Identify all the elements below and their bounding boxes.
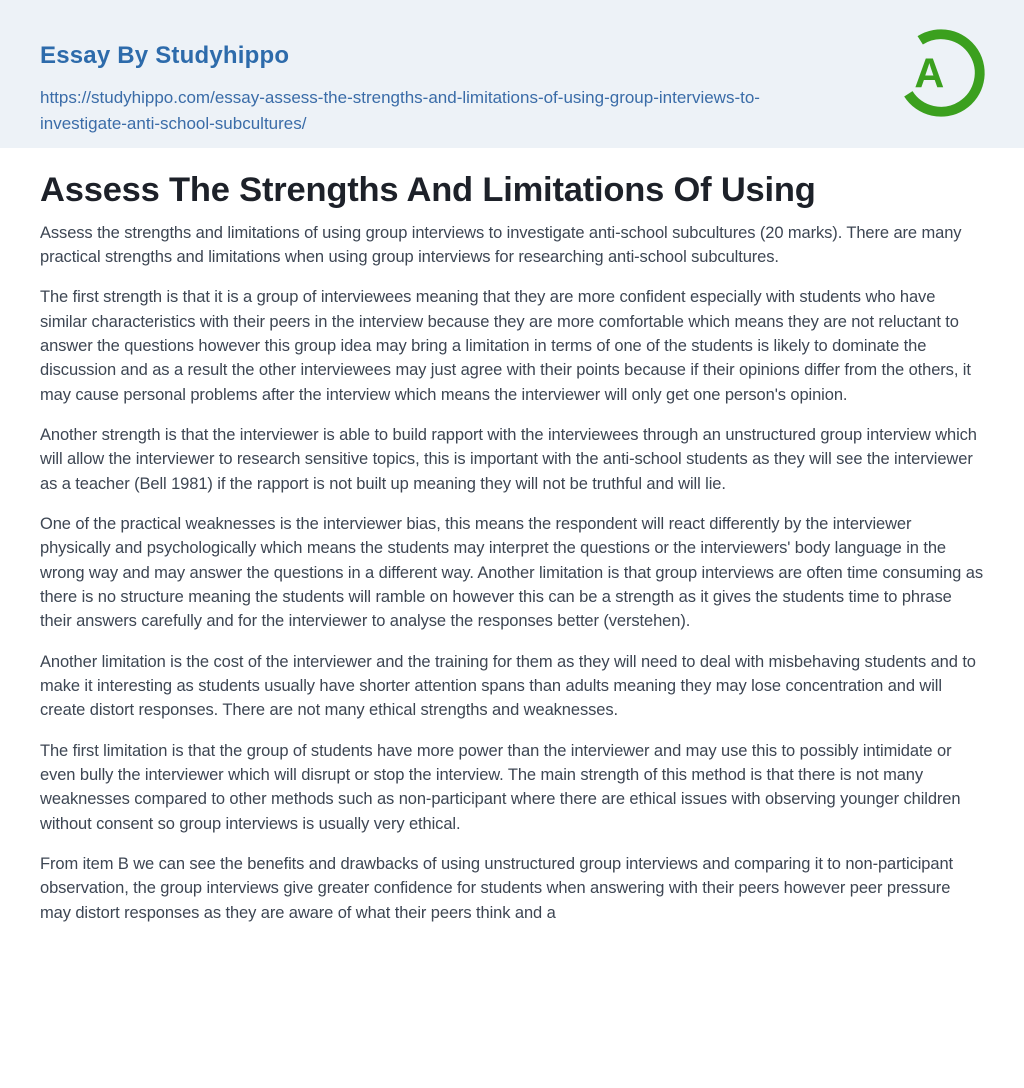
essay-paragraph: The first limitation is that the group of students have more power than the interviewer and may use this to possibly intimidate or even bully the interviewer which will disrupt or stop the interview. The main strength of this method is that there is not many weaknesses compared to other methods such as non-participant where there are ethical issues with observing younger children without consent so group interviews is usually very ethical. bbox=[40, 741, 961, 833]
essay-body bbox=[40, 221, 984, 925]
essay-paragraph: The first strength is that it is a group of interviewees meaning that they are more confident especially with students who have similar characteristics with their peers in the interview because they are more comfortable which means they are not reluctant to answer the questions however this group idea may bring a limitation in terms of one of the students is likely to dominate the discussion and as a result the other interviewees may just agree with their points because if their opinions differ from the others, it may cause personal problems after the interview which means the interviewer will only get one person's opinion. bbox=[40, 288, 971, 404]
essay-url-link[interactable]: https://studyhippo.com/essay-assess-the-strengths-and-limitations-of-using-group-interviews-to-investigate-anti-school-subcultures/ bbox=[40, 88, 760, 134]
essay-byline: Essay By Studyhippo bbox=[40, 42, 290, 69]
logo-letter: A bbox=[914, 50, 945, 97]
essay-paragraph: One of the practical weaknesses is the interviewer bias, this means the respondent will react differently by the interviewer physically and psychologically which means the students may interpret the questions or the interviewers' body language in the wrong way and may answer the questions in a different way. Another limitation is that group interviews are often time consuming as there is no structure meaning the students will ramble on however this can be a strength as it gives the students time to phrase their answers carefully and for the interviewer to analyse the responses better (verstehen). bbox=[40, 514, 983, 631]
studyhippo-logo bbox=[896, 28, 986, 118]
page-title: Assess The Strengths And Limitations Of Using bbox=[40, 171, 816, 209]
essay-paragraph: From item B we can see the benefits and drawbacks of using unstructured group interviews and comparing it to non-participant observation, the group interviews give greater confidence for students when answering with their peers however peer pressure may distort responses as they are aware of what their peers think and a bbox=[40, 854, 954, 922]
essay-paragraph: Another strength is that the interviewer is able to build rapport with the interviewees through an unstructured group interview which will allow the interviewer to research sensitive topics, this is important with the anti-school students as they will see the interviewer as a teacher (Bell 1981) if the rapport is not built up meaning they will not be truthful and will lie. bbox=[40, 426, 977, 493]
essay-paragraph: Assess the strengths and limitations of using group interviews to investigate anti-school subcultures (20 marks). There are many practical strengths and limitations when using group interviews for researching anti-school subcultures. bbox=[40, 223, 962, 267]
essay-paragraph: Another limitation is the cost of the interviewer and the training for them as they will need to deal with misbehaving students and to make it interesting as students usually have shorter attention spans than adults meaning they may lose concentration and will create distort responses. There are not many ethical strengths and weaknesses. bbox=[40, 652, 976, 720]
header bbox=[0, 0, 1024, 148]
